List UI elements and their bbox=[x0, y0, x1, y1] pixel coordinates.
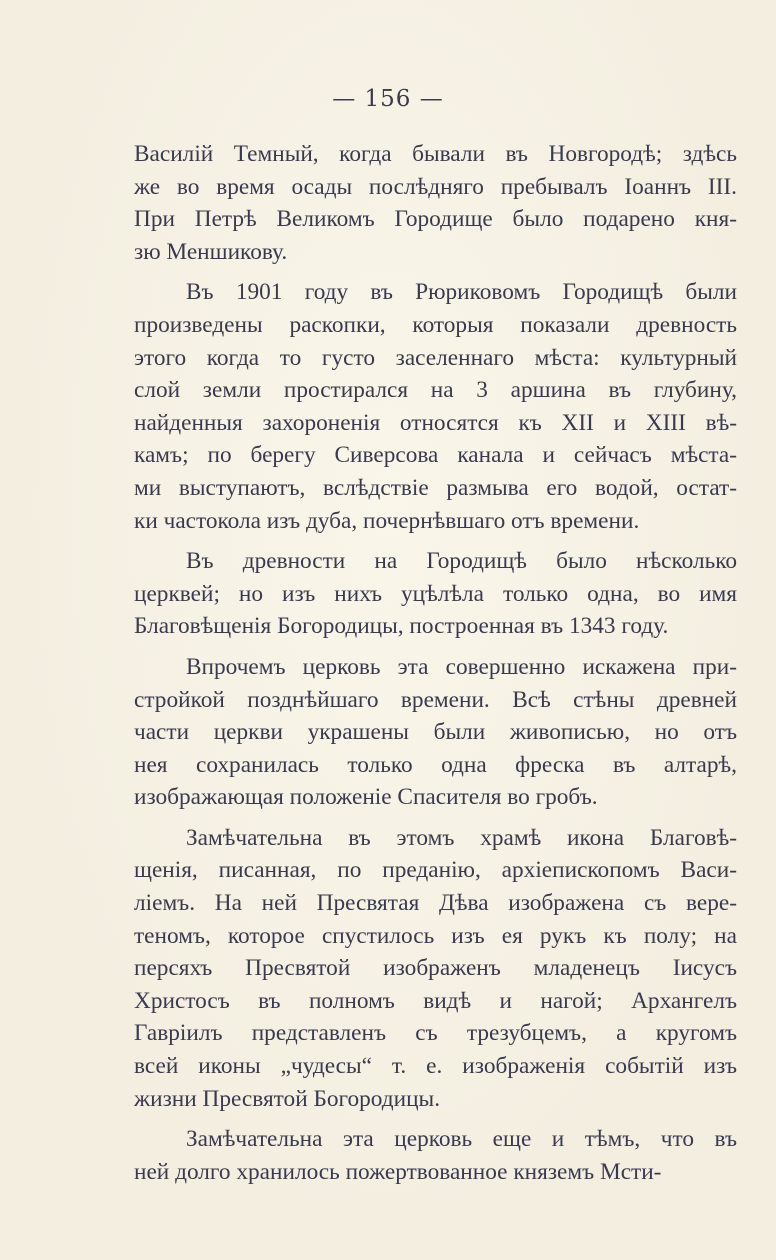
text-line: ней долго хранилось пожертвованное княземъ Мсти- bbox=[134, 1158, 662, 1185]
paragraph bbox=[134, 276, 737, 537]
paragraph bbox=[134, 545, 737, 643]
text-line: произведены раскопки, которыя показали древность bbox=[134, 311, 737, 338]
text-line: изображающая положеніе Спасителя во гробъ. bbox=[134, 784, 598, 811]
text-line: нея сохранилась только одна фреска въ алтарѣ, bbox=[134, 751, 737, 778]
text-line: Христосъ въ полномъ видѣ и нагой; Архангелъ bbox=[134, 987, 737, 1014]
text-line: всей иконы „чудесы“ т. е. изображенія событій изъ bbox=[134, 1053, 737, 1080]
text-line: камъ; по берегу Сиверсова канала и сейчасъ мѣста- bbox=[134, 442, 737, 469]
text-line: Впрочемъ церковь эта совершенно искажена при- bbox=[186, 653, 737, 680]
text-line: Гавріилъ представленъ съ трезубцемъ, а кругомъ bbox=[134, 1020, 737, 1047]
text-line: Въ 1901 году въ Рюриковомъ Городищѣ были bbox=[186, 279, 737, 306]
text-line: щенія, писанная, по преданію, архіепископомъ Васи- bbox=[134, 857, 737, 884]
text-line: Въ древности на Городищѣ было нѣсколько bbox=[186, 548, 737, 575]
text-line: Благовѣщенія Богородицы, построенная въ 1343 году. bbox=[134, 613, 669, 640]
text-line: найденныя захороненія относятся къ XII и XIII вѣ- bbox=[134, 409, 737, 436]
text-line: персяхъ Пресвятой изображенъ младенецъ Іисусъ bbox=[134, 955, 737, 982]
text-line: теномъ, которое спустилось изъ ея рукъ къ полу; на bbox=[134, 922, 737, 949]
text-line: ліемъ. На ней Пресвятая Дѣва изображена съ вере- bbox=[134, 890, 737, 917]
text-line: церквей; но изъ нихъ уцѣлѣла только одна, во имя bbox=[134, 580, 737, 607]
text-line: зю Меншикову. bbox=[134, 238, 288, 265]
body-text bbox=[134, 138, 737, 1196]
text-line: ки частокола изъ дуба, почернѣвшаго отъ времени. bbox=[134, 507, 640, 534]
text-line: стройкой позднѣйшаго времени. Всѣ стѣны древней bbox=[134, 686, 737, 713]
paragraph bbox=[134, 822, 737, 1115]
text-line: Замѣчательна эта церковь еще и тѣмъ, что въ bbox=[186, 1126, 737, 1153]
text-line: При Петрѣ Великомъ Городище было подарено кня- bbox=[134, 206, 737, 233]
text-line: Василій Темный, когда бывали въ Новгородѣ; здѣсь bbox=[134, 141, 737, 167]
text-line: жизни Пресвятой Богородицы. bbox=[134, 1085, 441, 1112]
paragraph bbox=[134, 651, 737, 814]
text-line: этого когда то густо заселеннаго мѣста: культурный bbox=[134, 344, 737, 371]
text-line: слой земли простирался на 3 аршина въ глубину, bbox=[134, 377, 737, 404]
paragraph bbox=[134, 1123, 737, 1188]
text-line: Замѣчательна въ этомъ храмѣ икона Благовѣ- bbox=[186, 824, 737, 851]
text-line: части церкви украшены были живописью, но отъ bbox=[134, 719, 737, 746]
paragraph bbox=[134, 138, 737, 268]
text-line: же во время осады послѣдняго пребывалъ Іоаннъ III. bbox=[134, 173, 737, 200]
page-number: — 156 — bbox=[332, 86, 444, 112]
text-line: ми выступаютъ, вслѣдствіе размыва его водой, остат- bbox=[134, 474, 737, 501]
